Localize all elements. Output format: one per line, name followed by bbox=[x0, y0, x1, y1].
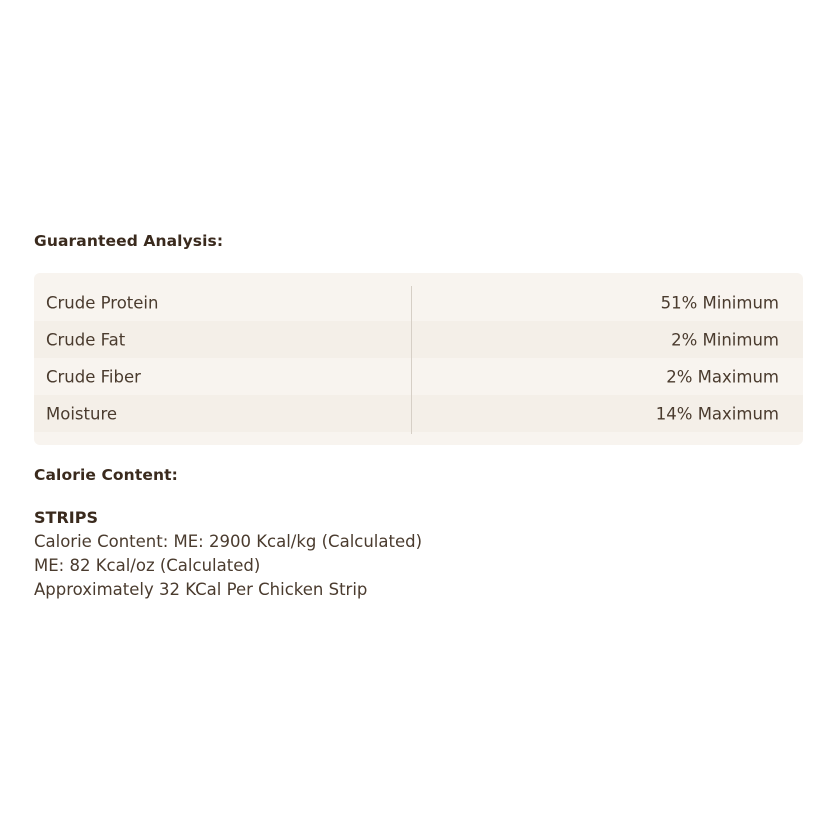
table-row bbox=[34, 395, 803, 432]
nutrient-label: Crude Fat bbox=[46, 330, 126, 349]
table-row bbox=[34, 284, 803, 321]
calorie-line: Approximately 32 KCal Per Chicken Strip bbox=[34, 580, 368, 599]
nutrient-label: Crude Fiber bbox=[46, 367, 141, 386]
calorie-line: ME: 82 Kcal/oz (Calculated) bbox=[34, 556, 261, 575]
calorie-content-heading: Calorie Content: bbox=[34, 466, 178, 484]
table-row bbox=[34, 358, 803, 395]
nutrient-value: 14% Maximum bbox=[655, 404, 779, 423]
nutrient-value: 51% Minimum bbox=[660, 293, 779, 312]
strips-subheading: STRIPS bbox=[34, 508, 98, 527]
guaranteed-analysis-table bbox=[34, 273, 803, 445]
table-row bbox=[34, 321, 803, 358]
column-divider bbox=[411, 286, 412, 434]
nutrient-value: 2% Maximum bbox=[666, 367, 779, 386]
guaranteed-analysis-heading: Guaranteed Analysis: bbox=[34, 232, 224, 250]
calorie-line: Calorie Content: ME: 2900 Kcal/kg (Calculated) bbox=[34, 532, 423, 551]
nutrient-value: 2% Minimum bbox=[671, 330, 779, 349]
nutrient-label: Crude Protein bbox=[46, 293, 159, 312]
nutrient-label: Moisture bbox=[46, 404, 118, 423]
